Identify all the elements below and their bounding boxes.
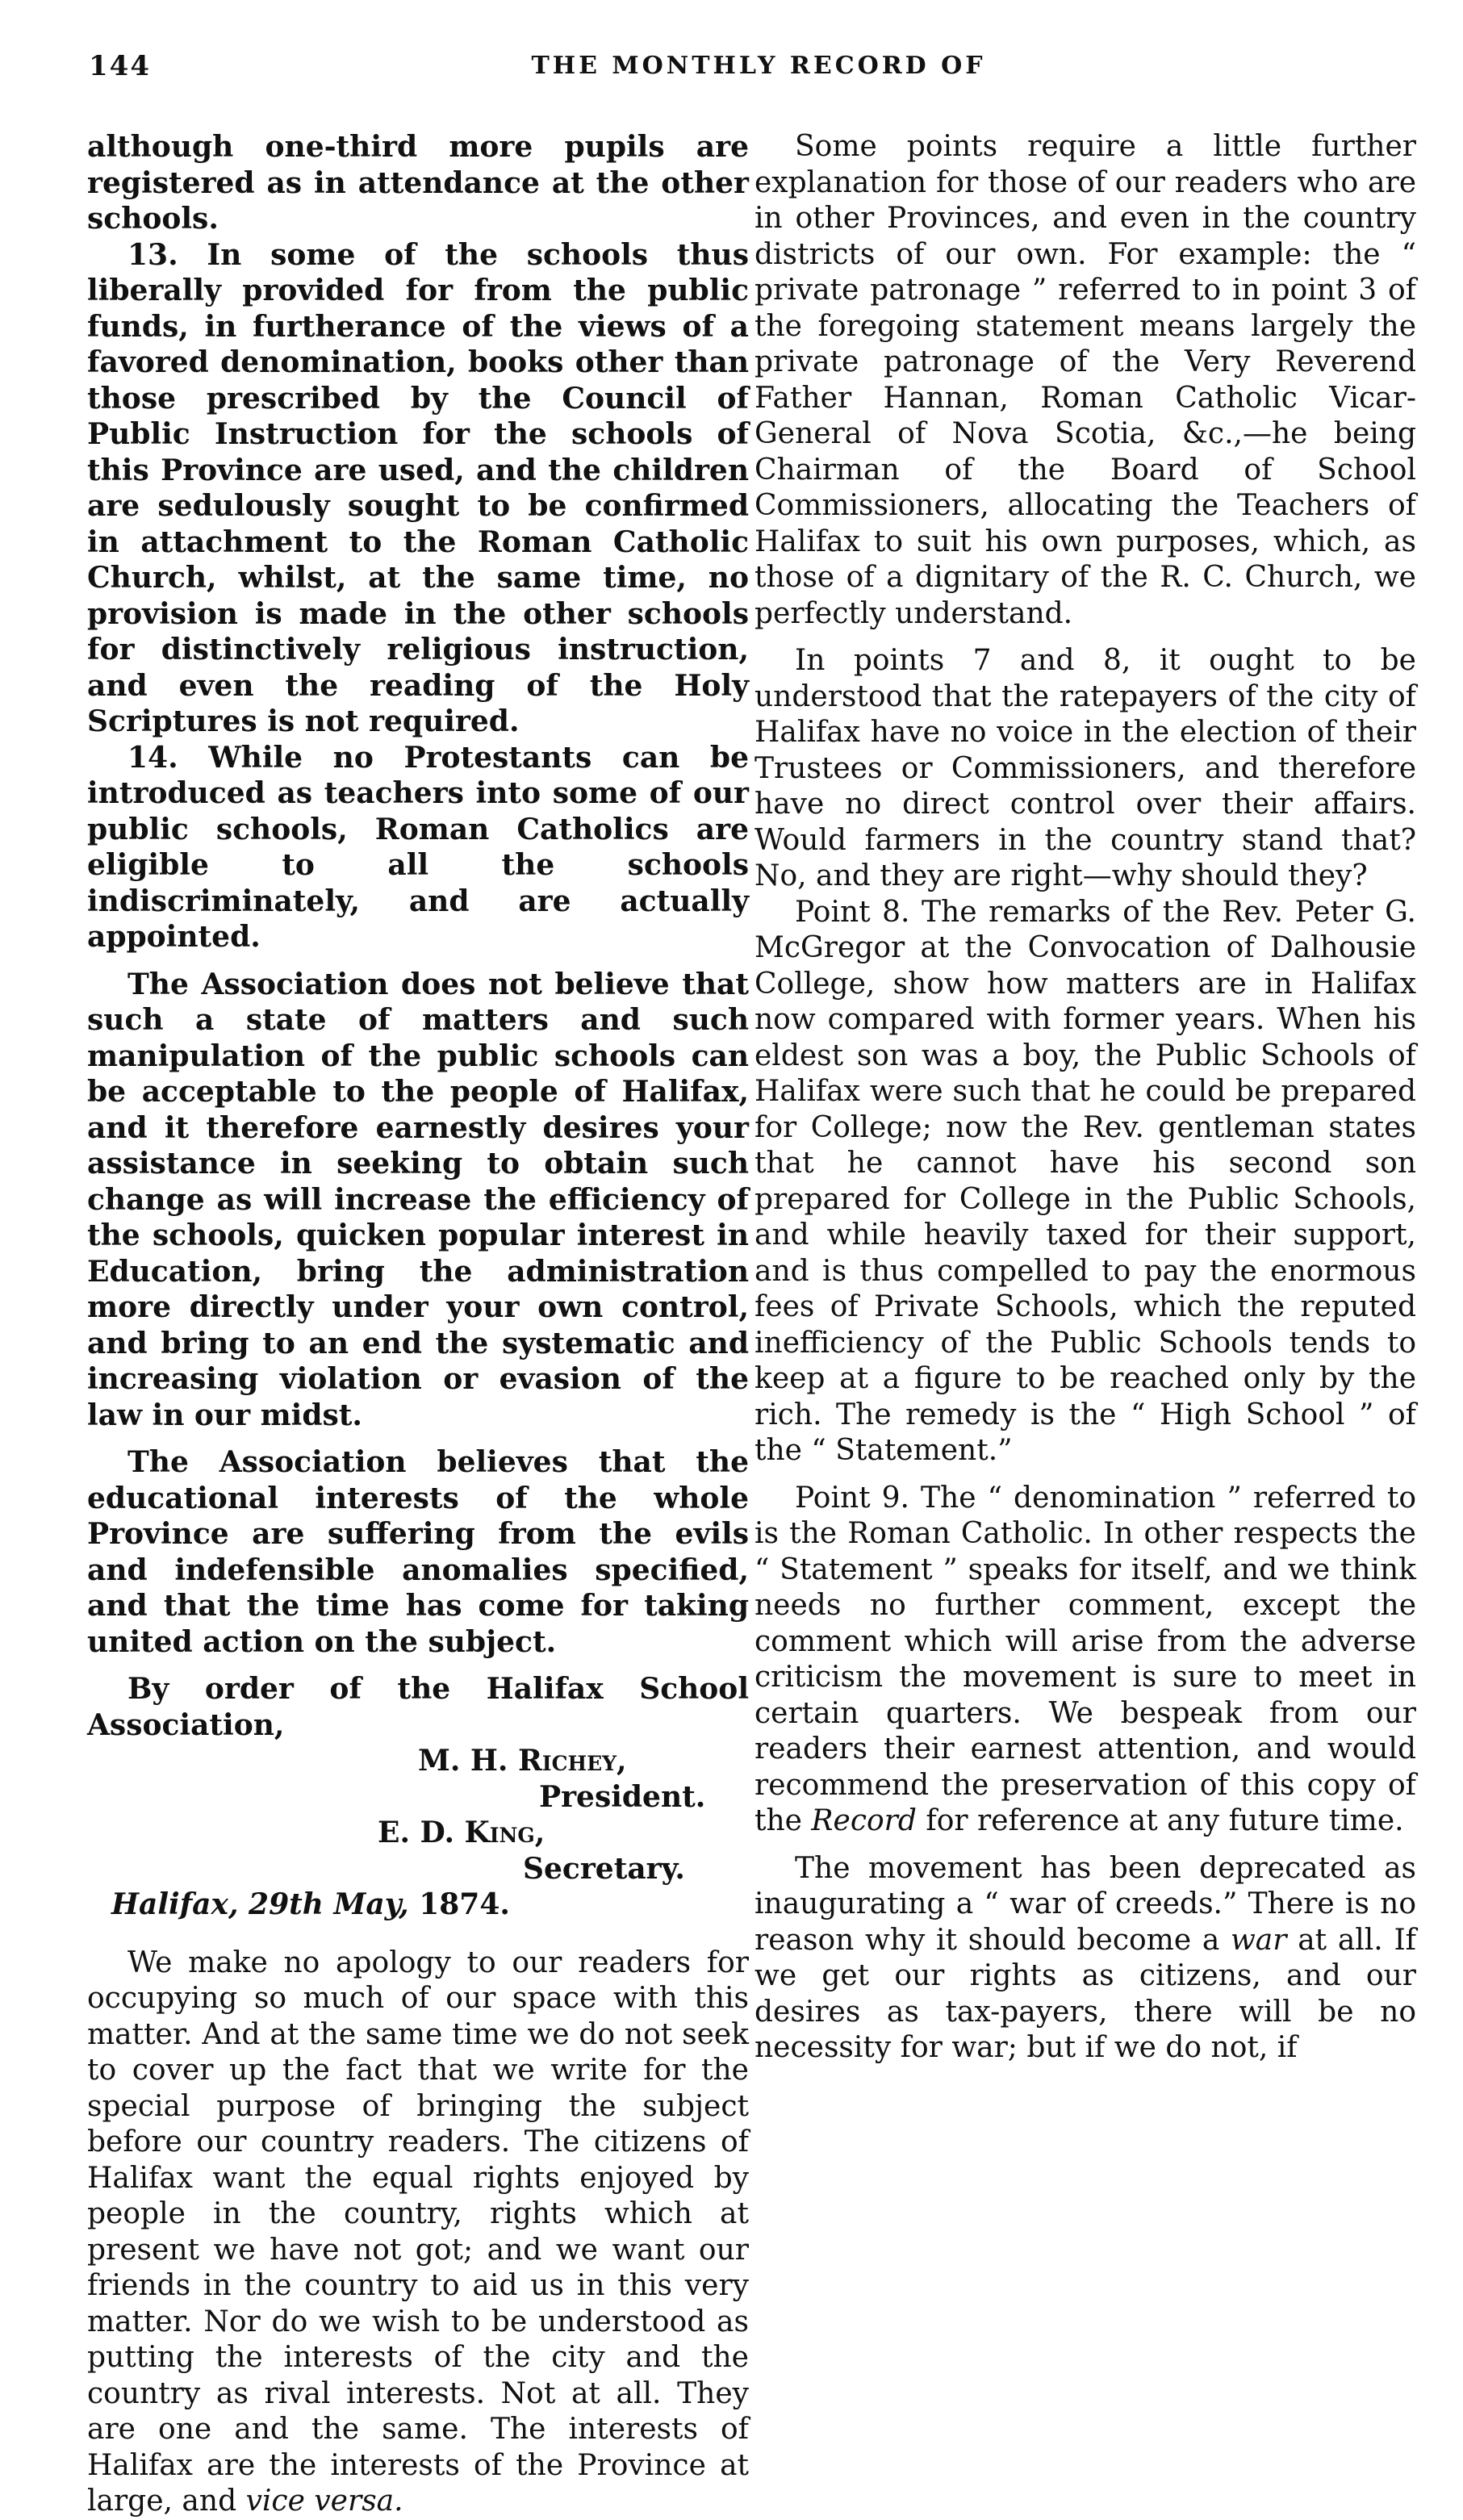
page-number: 144 xyxy=(89,50,151,82)
paragraph-point-9-record: Record xyxy=(811,1804,917,1837)
paragraph-point-8: Point 8. The remarks of the Rev. Peter G. McGregor at the Convocation of Dalhousie College, show how matters are in Halifax now compared with former years. When his eldest son was a boy, the Public Schools of Halifax were such that he could be prepared for College; now the Rev. gentleman states that he cannot have his second son prepared for College in the Public Schools, and while heavily taxed for their support, and is thus compelled to pay the enormous fees of Private Schools, which the reputed inefficiency of the Public Schools tends to keep at a figure to be reached only by the rich. The remedy is the “ High School ” of the “ Statement.” xyxy=(754,895,1416,1467)
signature-order: By order of the Halifax School Association, xyxy=(87,1672,749,1742)
paragraph-continuation: although one-third more pupils are registered as in attendance at the other schools. xyxy=(87,130,749,236)
paragraph-apology-end: vice versa. xyxy=(245,2484,403,2518)
signature-secretary-name: E. D. King, xyxy=(378,1816,545,1849)
journal-title: THE MONTHLY RECORD OF xyxy=(531,52,986,80)
paragraph-association-2: The Association believes that the educational interests of the whole Province are suffering from the evils and indefensible anomalies specified, and that the time has come for taking united action on the subject. xyxy=(87,1445,749,1659)
dateline-year: 1874. xyxy=(419,1887,510,1921)
paragraph-points-explanation: Some points require a little further explanation for those of our readers who are in other Provinces, and even in the country districts of our own. For example: the “ private patronage ” referred to in point 3 of the foregoing statement means largely the private patronage of the Very Reverend Father Hannan, Roman Catholic Vicar-General of Nova Scotia, &c.,—he being Chairman of the Board of School Commissioners, allocating the Teachers of Halifax to suit his own purposes, which, as those of a dignitary of the R. C. Church, we perfectly understand. xyxy=(754,130,1416,630)
paragraph-point-13: 13. In some of the schools thus liberally provided for from the public funds, in furtherance of the views of a favored denomination, books other than those prescribed by the Council of Public Instruction for the schools of this Province are used, and the children are sedulously sought to be confirmed in attachment to the Roman Catholic Church, whilst, at the same time, no provision is made in the other schools for distinctively religious instruction, and even the reading of the Holy Scriptures is not required. xyxy=(87,237,749,738)
left-column xyxy=(87,129,749,2520)
paragraph-point-9-end: for reference at any future time. xyxy=(926,1804,1404,1837)
running-head xyxy=(89,50,1428,98)
signature-president-name: M. H. Richey, xyxy=(418,1744,627,1778)
paragraph-movement-text: The movement has been deprecated as inaugurating a “ war of creeds.” There is no reason why it should become a xyxy=(754,1851,1416,1957)
dateline-place: Halifax, 29th May, xyxy=(111,1887,409,1921)
paragraph-apology xyxy=(87,1945,749,2520)
paragraph-movement-end: at all. If we get our rights as citizens, and our desires as tax-payers, there will be no necessity for war; but if we do not, if xyxy=(754,1923,1416,2064)
paragraph-point-9-text: Point 9. The “ denomination ” referred to is the Roman Catholic. In other respects the “ Statement ” speaks for itself, and we think needs no further comment, except the comment which will arise from the adverse criticism the movement is sure to meet in certain quarters. We bespeak from our readers their earnest attention, and would recommend the preservation of this copy of the xyxy=(754,1481,1416,1837)
paragraph-movement xyxy=(754,1851,1416,2067)
paragraph-movement-war: war xyxy=(1230,1923,1287,1957)
signature-secretary-title: Secretary. xyxy=(523,1851,685,1886)
paragraph-points-7-8: In points 7 and 8, it ought to be understood that the ratepayers of the city of Halifax have no voice in the election of their Trustees or Commissioners, and therefore have no direct control over their affairs. Would farmers in the country stand that? No, and they are right—why should they? xyxy=(754,644,1416,892)
paragraph-association-1: The Association does not believe that such a state of matters and such manipulation of the public schools can be acceptable to the people of Halifax, and it therefore earnestly desires your assistance in seeking to obtain such change as will increase the efficiency of the schools, quicken popular interest in Education, bring the administration more directly under your own control, and bring to an end the systematic and increasing violation or evasion of the law in our midst. xyxy=(87,967,749,1432)
paragraph-point-9 xyxy=(754,1481,1416,1840)
paragraph-point-14: 14. While no Protestants can be introduced as teachers into some of our public schools, Roman Catholics are eligible to all the schools indiscriminately, and are actually appointed. xyxy=(87,740,749,954)
signature-block xyxy=(87,1671,749,1923)
right-column xyxy=(754,129,1416,2067)
signature-president-title: President. xyxy=(539,1779,706,1814)
dateline xyxy=(87,1887,749,1923)
paragraph-apology-text: We make no apology to our readers for occupying so much of our space with this matter. And at the same time we do not seek to cover up the fact that we write for the special purpose of bringing the subject before our country readers. The citizens of Halifax want the equal rights enjoyed by people in the country, rights which at present we have not got; and we want our friends in the country to aid us in this very matter. Nor do we wish to be understood as putting the interests of the city and the country as rival interests. Not at all. They are one and the same. The interests of Halifax are the interests of the Province at large, and xyxy=(87,1945,749,2518)
